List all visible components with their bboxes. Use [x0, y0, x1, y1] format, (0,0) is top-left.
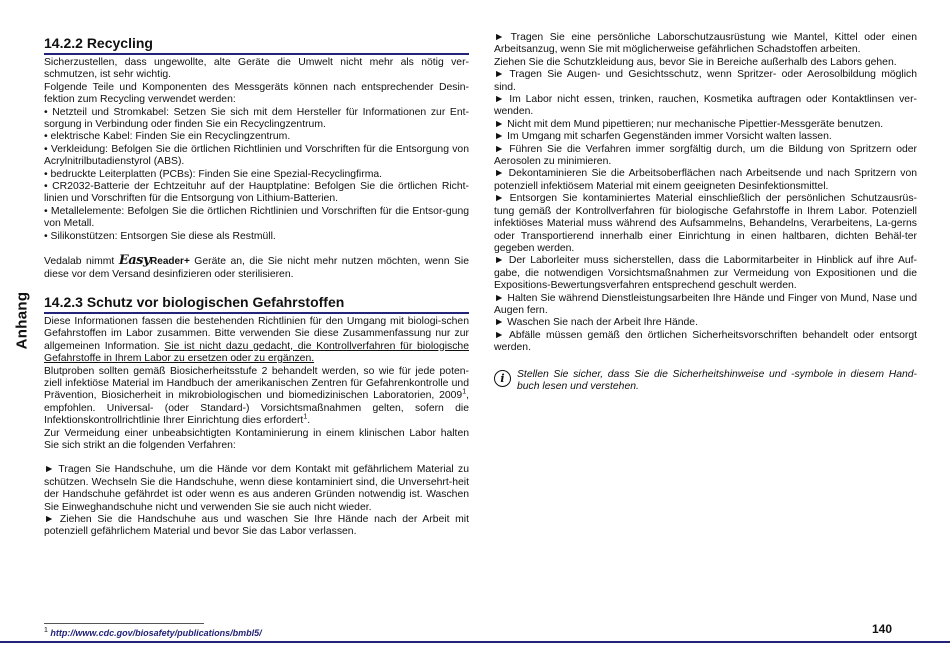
info-note [494, 369, 917, 394]
rule-item: ► Führen Sie die Verfahren immer sorgfältig durch, um die Bildung von Spritzern oder Aerosolen zu minimieren. [494, 143, 917, 168]
recycling-line: • Verkleidung: Befolgen Sie die örtlichen Richtlinien und Vorschriften für die Entsorgung von Acrylnitrilbutadienstyrol (ABS). [44, 143, 469, 168]
right-column [494, 32, 917, 393]
rule-item: Ziehen Sie die Schutzkleidung aus, bevor Sie in Bereiche außerhalb des Labors gehen. [494, 56, 897, 68]
recycling-line: Folgende Teile und Komponenten des Messgeräts können nach entsprechender Desin-fektion zum Recycling verwendet werden: [44, 81, 469, 106]
rule-item: ► Waschen Sie nach der Arbeit Ihre Hände. [494, 317, 698, 329]
recycling-heading: 14.2.2 Recycling [44, 34, 469, 55]
footnote [44, 628, 262, 639]
rule-item: ► Im Labor nicht essen, trinken, rauchen, Kosmetika auftragen oder Kontaktlinsen ver-wenden. [494, 94, 917, 118]
bio-intro-underlined: Sie ist nicht dazu gedacht, die Kontrollverfahren für biologische Gefahrstoffe in Ihrem Labor zu ersetzen oder zu ergänzen. [44, 340, 469, 365]
rule-item: ► Im Umgang mit scharfen Gegenständen immer Vorsicht walten lassen. [494, 131, 832, 143]
vedalab-paragraph: Vedalab nimmt EasyReader+ Geräte an, die Sie nicht mehr nutzen möchten, wenn Sie diese vor dem Versand desinfizieren oder sterilisieren. [44, 253, 470, 280]
biohazard-heading: 14.2.3 Schutz vor biologischen Gefahrstoffen [44, 293, 469, 314]
side-section-label: Anhang [13, 291, 31, 349]
footnote-marker: 1 [44, 627, 48, 634]
rule-item: ► Nicht mit dem Mund pipettieren; nur mechanische Pipettier-Messgeräte benutzen. [494, 118, 884, 130]
recycling-line: • Silikonstützen: Entsorgen Sie diese als Restmüll. [44, 230, 276, 242]
page-number: 140 [872, 622, 893, 636]
info-icon: i [494, 370, 511, 387]
rule-item: ► Abfälle müssen gemäß den örtlichen Sicherheitsvorschriften behandelt oder entsorgt werden. [494, 329, 917, 354]
rule-item: ► Entsorgen Sie kontaminiertes Material einschließlich der persönlichen Schutzausrüs-tung gemäß der Kontrollverfahren für biologische Gefahrstoffe in Ihrem Labor. Potenziell infektiöses Material muss während des Aufsammelns, Behandelns, Verarbeitens, La-gerns oder Transportierend innerhalb einer Einrichtung in einen haltbaren, dichten Behäl-ter gegeben werden. [494, 193, 917, 254]
rule-item: ► Tragen Sie eine persönliche Laborschutzausrüstung wie Mantel, Kittel oder einen Arbeitsanzug, wenn Sie mit möglicherweise gefährlichen Schadstoffen arbeiten. [494, 32, 917, 56]
rule-item: ► Ziehen Sie die Handschuhe aus und waschen Sie Ihre Hände nach der Arbeit mit potenziell gefährlichem Material und bevor Sie das Labor verlassen. [44, 514, 469, 538]
spacer [44, 243, 469, 255]
easyreader-logo: Easy [118, 253, 151, 269]
rule-item: ► Der Laborleiter muss sicherstellen, dass die Labormitarbeiter in Hinblick auf ihre Auf-gabe, die notwendigen Vorsichtsmaßnahmen zur Vermeidung von Expositionen und die Expositions-Bewertungsverfahren entsprechend geschult werden. [494, 255, 917, 292]
spacer [44, 452, 469, 464]
recycling-line: • bedruckte Leiterplatten (PCBs): Finden Sie eine Spezial-Recyclingfirma. [44, 168, 383, 180]
left-column [44, 30, 469, 539]
recycling-line: • Netzteil und Stromkabel: Setzen Sie sich mit dem Hersteller für Informationen zur Ent-sorgung in Verbindung oder finden Sie ein Recyclingzentrum. [44, 106, 469, 131]
rule-item: ► Dekontaminieren Sie die Arbeitsoberflächen nach Arbeitsende und nach Spritzern von potenziell infektiösem Material mit einem geeigneten Desinfektionsmittel. [494, 168, 917, 192]
avoid-contamination-paragraph: Zur Vermeidung einer unbeabsichtigten Kontaminierung in einem klinischen Labor halten Sie sich strikt an die folgenden Verfahren: [44, 427, 469, 451]
footnote-ref[interactable]: 1 [303, 413, 308, 421]
rule-item: ► Tragen Sie Augen- und Gesichtsschutz, wenn Spritzer- oder Aerosolbildung möglich sind. [494, 69, 917, 93]
recycling-line: • elektrische Kabel: Finden Sie ein Recyclingzentrum. [44, 131, 291, 143]
blood-sample-paragraph: Blutproben sollten gemäß Biosicherheitsstufe 2 behandelt werden, so wie für jede poten-ziell infektiöse Material im Handbuch der amerikanischen Zentren für Gefahrenkontrolle und Prävention, Biosicherheit in mikrobiologischen und biomedizinischen Laboratorien, 2009$^1$, empfohlen. Universal- (oder Standard-) Vorsichtsmaßnahmen gelten, sofern die Infektionskontrollrichtlinie Ihrer Einrichtung dies erfordert$^1$. [44, 365, 469, 427]
footnote-ref[interactable]: 1 [462, 388, 467, 396]
info-note-text: Stellen Sie sicher, dass Sie die Sicherheitshinweise und -symbole in diesem Hand-buch lesen und verstehen. [517, 368, 917, 392]
recycling-line: • CR2032-Batterie der Echtzeituhr auf der Hauptplatine: Befolgen Sie die örtlichen Richt-linien und Vorschriften für die Entsorgung von Lithium-Batterien. [44, 181, 469, 205]
bio-intro: Diese Informationen fassen die bestehenden Richtlinien für den Umgang mit biologi-schen Gefahrstoffen im Labor zusammen. Bitte verwenden Sie diese Zusammenfassung nur zur allgemeinen Information. Sie ist nicht dazu gedacht, die Kontrollverfahren für biologische Gefahrstoffe in Ihrem Labor zu ersetzen oder zu ergänzen. [44, 315, 469, 365]
rule-item: ► Halten Sie während Dienstleistungsarbeiten Ihre Hände und Finger von Mund, Nase und Augen fern. [494, 292, 917, 316]
recycling-line: Sicherzustellen, dass ungewollte, alte Geräte die Umwelt nicht mehr als nötig ver-schmutzen, ist sehr wichtig. [44, 57, 469, 81]
footnote-link[interactable]: http://www.cdc.gov/biosafety/publications/bmbl5/ [50, 628, 262, 638]
recycling-line: • Metallelemente: Befolgen Sie die örtlichen Richtlinien und Vorschriften für die Entsor-gung von Metall. [44, 205, 469, 230]
bottom-divider [0, 641, 950, 643]
easyreader-logo-suffix: Reader+ [150, 256, 190, 268]
spacer [44, 281, 469, 289]
rule-item: ► Tragen Sie Handschuhe, um die Hände vor dem Kontakt mit gefährlichem Material zu schützen. Wechseln Sie die Handschuhe, wenn diese kontaminiert sind, die Unversehrt-heit der Handschuhe gefährdet ist oder wenn es aus anderen Gründen notwendig ist. Waschen Sie Einweghandschuhe nicht und verwenden Sie sie auch nicht wieder. [44, 464, 469, 513]
footnote-divider [44, 623, 204, 624]
